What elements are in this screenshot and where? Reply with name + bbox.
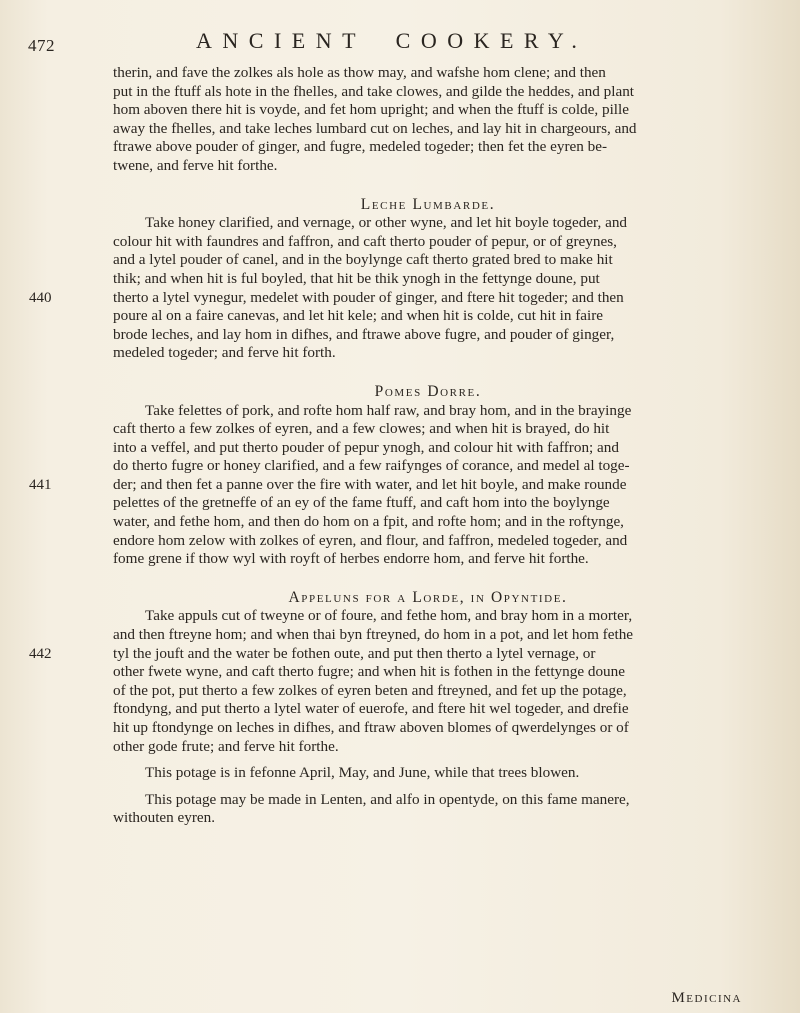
text-line: medeled togeder; and ferve hit forth. bbox=[113, 344, 336, 362]
catchword: Medicina bbox=[671, 990, 742, 1006]
margin-line-number: 441 bbox=[29, 476, 52, 493]
text-line: Take appuls cut of tweyne or of foure, and fethe hom, and bray hom in a morter, bbox=[145, 607, 633, 625]
text-line: water, and fethe hom, and then do hom on a fpit, and rofte hom; and in the roftynge, bbox=[113, 513, 624, 531]
text-line: twene, and ferve hit forthe. bbox=[113, 156, 278, 174]
text-line: caft therto a few zolkes of eyren, and a few clowes; and when hit is brayed, do hit bbox=[113, 420, 610, 438]
text-line: This potage may be made in Lenten, and alfo in opentyde, on this fame manere, bbox=[145, 790, 630, 808]
text-line: do therto fugre or honey clarified, and a few raifynges of corance, and medel al toge- bbox=[113, 457, 630, 475]
text-line: brode leches, and lay hom in difhes, and ftrawe above fugre, and pouder of ginger, bbox=[113, 325, 615, 343]
page-content bbox=[29, 64, 743, 828]
text-line-content: therto a lytel vynegur, medelet with pouder of ginger, and ftere hit togeder; and then bbox=[113, 288, 624, 306]
text-line-content: der; and then fet a panne over the fire with water, and let hit boyle, and make rounde bbox=[113, 475, 627, 493]
recipe-appeluns bbox=[29, 607, 743, 756]
recipe-leche-lumbarde bbox=[29, 214, 743, 363]
text-line-numbered bbox=[29, 475, 743, 495]
text-line: put in the ftuff als hote in the fhelles, and take clowes, and gilde the heddes, and plant bbox=[113, 82, 635, 100]
text-line: colour hit with faundres and faffron, and caft therto pouder of pepur, or of greynes, bbox=[113, 232, 617, 250]
text-line: thik; and when hit is ful boyled, that hit be thik ynogh in the fettynge doune, put bbox=[113, 269, 600, 287]
season-note bbox=[113, 764, 743, 783]
margin-line-number: 440 bbox=[29, 289, 52, 306]
text-line: Take felettes of pork, and rofte hom half raw, and bray hom, and in the brayinge bbox=[145, 401, 632, 419]
text-line: hit up ftondynge on leches in difhes, and ftraw aboven blomes of qwerdelynges or of bbox=[113, 719, 629, 736]
text-line: fome grene if thow wyl with royft of herbes endorre hom, and ferve hit forthe. bbox=[113, 550, 589, 568]
text-line: therin, and fave the zolkes als hole as thow may, and wafshe hom clene; and then bbox=[113, 64, 606, 81]
text-line: This potage is in fefonne April, May, and June, while that trees blowen. bbox=[145, 764, 580, 782]
lenten-note bbox=[113, 791, 743, 828]
section-heading-appeluns: Appeluns for a Lorde, in Opyntide. bbox=[288, 588, 568, 606]
text-line: away the fhelles, and take leches lumbard cut on leches, and lay hit in chargeours, and bbox=[113, 119, 637, 137]
text-line-numbered bbox=[29, 644, 743, 664]
text-line: into a veffel, and put therto pouder of pepur ynogh, and colour hit with faffron; and bbox=[113, 438, 619, 456]
recipe-pomes-dorre bbox=[29, 401, 743, 569]
text-line: endore hom zelow with zolkes of eyren, and flour, and faffron, medeled togeder, and bbox=[113, 531, 628, 549]
section-heading-pomes-dorre: Pomes Dorre. bbox=[374, 382, 482, 400]
page-number: 472 bbox=[28, 36, 55, 55]
text-line: pelettes of the gretneffe of an ey of the fame ftuff, and caft hom into the boylynge bbox=[113, 494, 610, 512]
text-line: and then ftreyne hom; and when thai byn ftreyned, do hom in a pot, and let hom fethe bbox=[113, 626, 634, 644]
text-line: withouten eyren. bbox=[113, 809, 216, 827]
section-heading-leche-lumbarde: Leche Lumbarde. bbox=[360, 195, 496, 213]
text-line: Take honey clarified, and vernage, or other wyne, and let hit boyle togeder, and bbox=[145, 214, 628, 232]
margin-line-number: 442 bbox=[29, 645, 52, 662]
text-line: other fwete wyne, and caft therto fugre; and when hit is fothen in the fettynge doune bbox=[113, 663, 625, 681]
text-line: other gode frute; and ferve hit forthe. bbox=[113, 737, 339, 755]
text-line: ftondyng, and put therto a lytel water of euerofe, and ftere hit wel togeder, and drefie bbox=[113, 700, 629, 718]
recipe-continuation bbox=[113, 64, 743, 176]
text-line-numbered bbox=[29, 288, 743, 308]
text-line: hom aboven there hit is voyde, and fet hom upright; and when the ftuff is colde, pille bbox=[113, 101, 629, 119]
running-title: ANCIENT COOKERY. bbox=[196, 28, 588, 53]
text-line: of the pot, put therto a few zolkes of eyren beten and ftreyned, and fet up the potage, bbox=[113, 681, 627, 699]
text-line: poure al on a faire canevas, and let hit kele; and when hit is colde, cut hit in faire bbox=[113, 307, 604, 325]
text-line: ftrawe above pouder of ginger, and fugre, medeled togeder; then fet the eyren be- bbox=[113, 138, 608, 156]
text-line-content: tyl the jouft and the water be fothen oute, and put then therto a lytel vernage, or bbox=[113, 644, 596, 662]
running-head bbox=[0, 28, 800, 56]
text-line: and a lytel pouder of canel, and in the boylynge caft therto grated bred to make hit bbox=[113, 251, 613, 269]
